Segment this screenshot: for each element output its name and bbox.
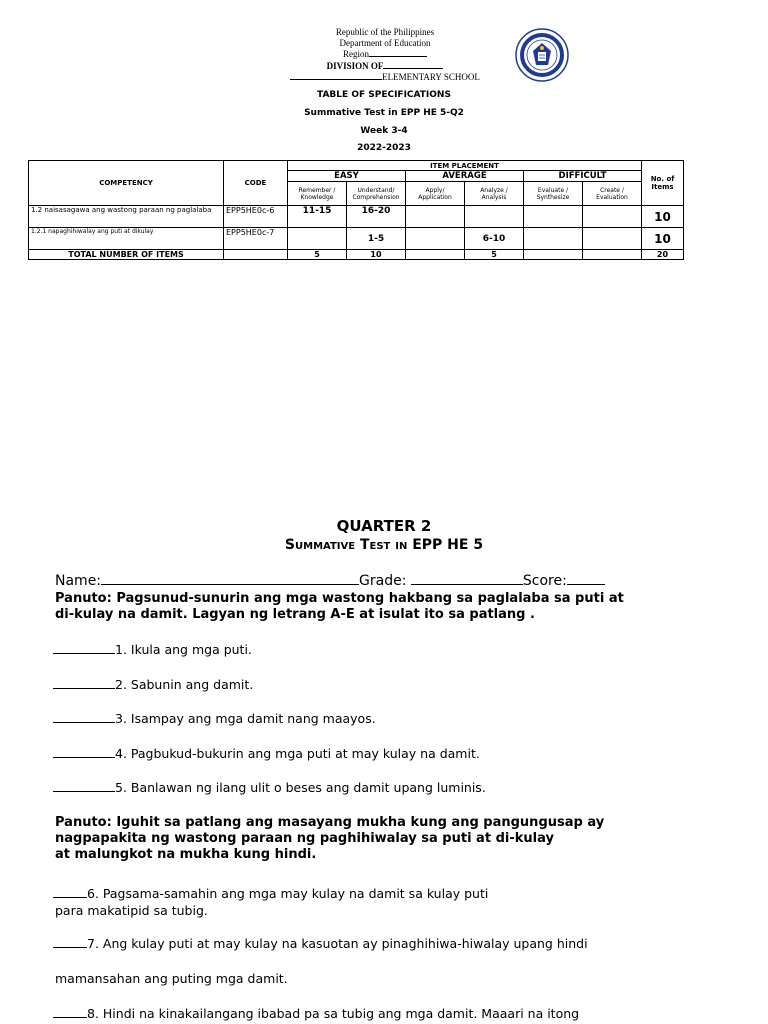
header-evaluate: Evaluate / Synthesize	[524, 182, 583, 206]
competency-cell: 1.2.1 napaghihiwalay ang puti at dikulay	[29, 228, 224, 250]
list-item-continued: para makatipid sa tubig.	[55, 903, 208, 918]
header-competency: COMPETENCY	[29, 161, 224, 206]
total-apply	[406, 250, 465, 260]
understand-cell: 16-20	[347, 206, 406, 228]
grade-label: Grade:	[359, 573, 407, 589]
answer-blank[interactable]	[53, 1017, 87, 1018]
answer-blank[interactable]	[53, 722, 115, 723]
total-analyze: 5	[465, 250, 524, 260]
create-cell	[583, 228, 642, 250]
name-label: Name:	[55, 573, 102, 589]
tos-week: Week 3-4	[360, 126, 408, 136]
grand-total: 20	[642, 250, 684, 260]
tos-subtitle: Summative Test in EPP HE 5-Q2	[304, 108, 464, 118]
score-label: Score:	[522, 573, 567, 589]
total-label: TOTAL NUMBER OF ITEMS	[29, 250, 224, 260]
total-row	[29, 250, 684, 260]
analyze-cell: 6-10	[465, 228, 524, 250]
understand-cell: 1-5	[347, 228, 406, 250]
list-item: 1. Ikula ang mga puti.	[53, 641, 252, 658]
competency-cell: 1.2 naisasagawa ang wastong paraan ng paglalaba	[29, 206, 224, 228]
total-evaluate	[524, 250, 583, 260]
instruction-2: Panuto: Iguhit sa patlang ang masayang mukha kung ang pangungusap ay nagpapakita ng wastong paraan ng paghihiwalay sa puti at di-kulay at malungkot na mukha kung hindi.	[55, 815, 605, 862]
header-remember: Remember / Knowledge	[288, 182, 347, 206]
list-item-continued: mamansahan ang puting mga damit.	[55, 971, 288, 986]
answer-blank[interactable]	[53, 791, 115, 792]
region-line: Region	[255, 48, 515, 60]
answer-blank[interactable]	[53, 897, 87, 898]
total-understand: 10	[347, 250, 406, 260]
header-average: AVERAGE	[406, 171, 524, 182]
answer-blank[interactable]	[53, 947, 87, 948]
tos-title: TABLE OF SPECIFICATIONS	[317, 90, 451, 100]
division-line: DIVISION OF	[255, 60, 515, 72]
total-code-cell	[224, 250, 288, 260]
answer-blank[interactable]	[53, 653, 115, 654]
header-understand: Understand/ Comprehension	[347, 182, 406, 206]
republic-line: Republic of the Philippines	[335, 27, 435, 37]
school-line: ELEMENTARY SCHOOL	[255, 71, 515, 83]
remember-cell	[288, 228, 347, 250]
table-row	[29, 206, 684, 228]
header-code: CODE	[224, 161, 288, 206]
table-row	[29, 228, 684, 250]
score-field[interactable]	[567, 572, 605, 585]
list-item: 7. Ang kulay puti at may kulay na kasuotan ay pinaghihiwa-hiwalay upang hindi	[53, 935, 588, 952]
department-line: Department of Education	[339, 37, 431, 48]
specifications-table	[28, 160, 684, 260]
school-header	[255, 27, 515, 83]
total-cell: 10	[642, 206, 684, 228]
answer-blank[interactable]	[53, 757, 115, 758]
grade-field[interactable]	[411, 572, 523, 585]
header-create: Create / Evaluation	[583, 182, 642, 206]
code-cell: EPP5HE0c-7	[224, 228, 288, 250]
header-apply: Apply/ Application	[406, 182, 465, 206]
deped-seal-logo	[515, 28, 569, 82]
total-create	[583, 250, 642, 260]
evaluate-cell	[524, 206, 583, 228]
quiz-title: Summative Test in EPP HE 5	[284, 537, 484, 553]
analyze-cell	[465, 206, 524, 228]
tos-year: 2022-2023	[357, 143, 411, 153]
list-item: 5. Banlawan ng ilang ulit o beses ang damit upang luminis.	[53, 779, 486, 796]
total-remember: 5	[288, 250, 347, 260]
header-difficult: DIFFICULT	[524, 171, 642, 182]
header-analyze: Analyze / Analysis	[465, 182, 524, 206]
instruction-1: Panuto: Pagsunud-sunurin ang mga wastong hakbang sa paglalaba sa puti at di-kulay na damit. Lagyan ng letrang A-E at isulat ito sa patlang .	[55, 591, 624, 622]
answer-blank[interactable]	[53, 688, 115, 689]
list-item: 4. Pagbukud-bukurin ang mga puti at may kulay na damit.	[53, 745, 480, 762]
list-item: 6. Pagsama-samahin ang mga may kulay na damit sa kulay puti	[53, 885, 488, 902]
remember-cell: 11-15	[288, 206, 347, 228]
apply-cell	[406, 206, 465, 228]
list-item: 8. Hindi na kinakailangang ibabad pa sa tubig ang mga damit. Maaari na itong	[53, 1005, 579, 1022]
apply-cell	[406, 228, 465, 250]
quarter-title: QUARTER 2	[336, 517, 432, 535]
list-item: 2. Sabunin ang damit.	[53, 676, 253, 693]
code-cell: EPP5HE0c-6	[224, 206, 288, 228]
evaluate-cell	[524, 228, 583, 250]
list-item: 3. Isampay ang mga damit nang maayos.	[53, 710, 376, 727]
header-easy: EASY	[288, 171, 406, 182]
total-cell: 10	[642, 228, 684, 250]
name-grade-score-line	[55, 572, 605, 589]
create-cell	[583, 206, 642, 228]
name-field[interactable]	[101, 572, 359, 585]
header-no-items: No. of Items	[642, 161, 684, 206]
header-item-placement: ITEM PLACEMENT	[288, 161, 642, 171]
